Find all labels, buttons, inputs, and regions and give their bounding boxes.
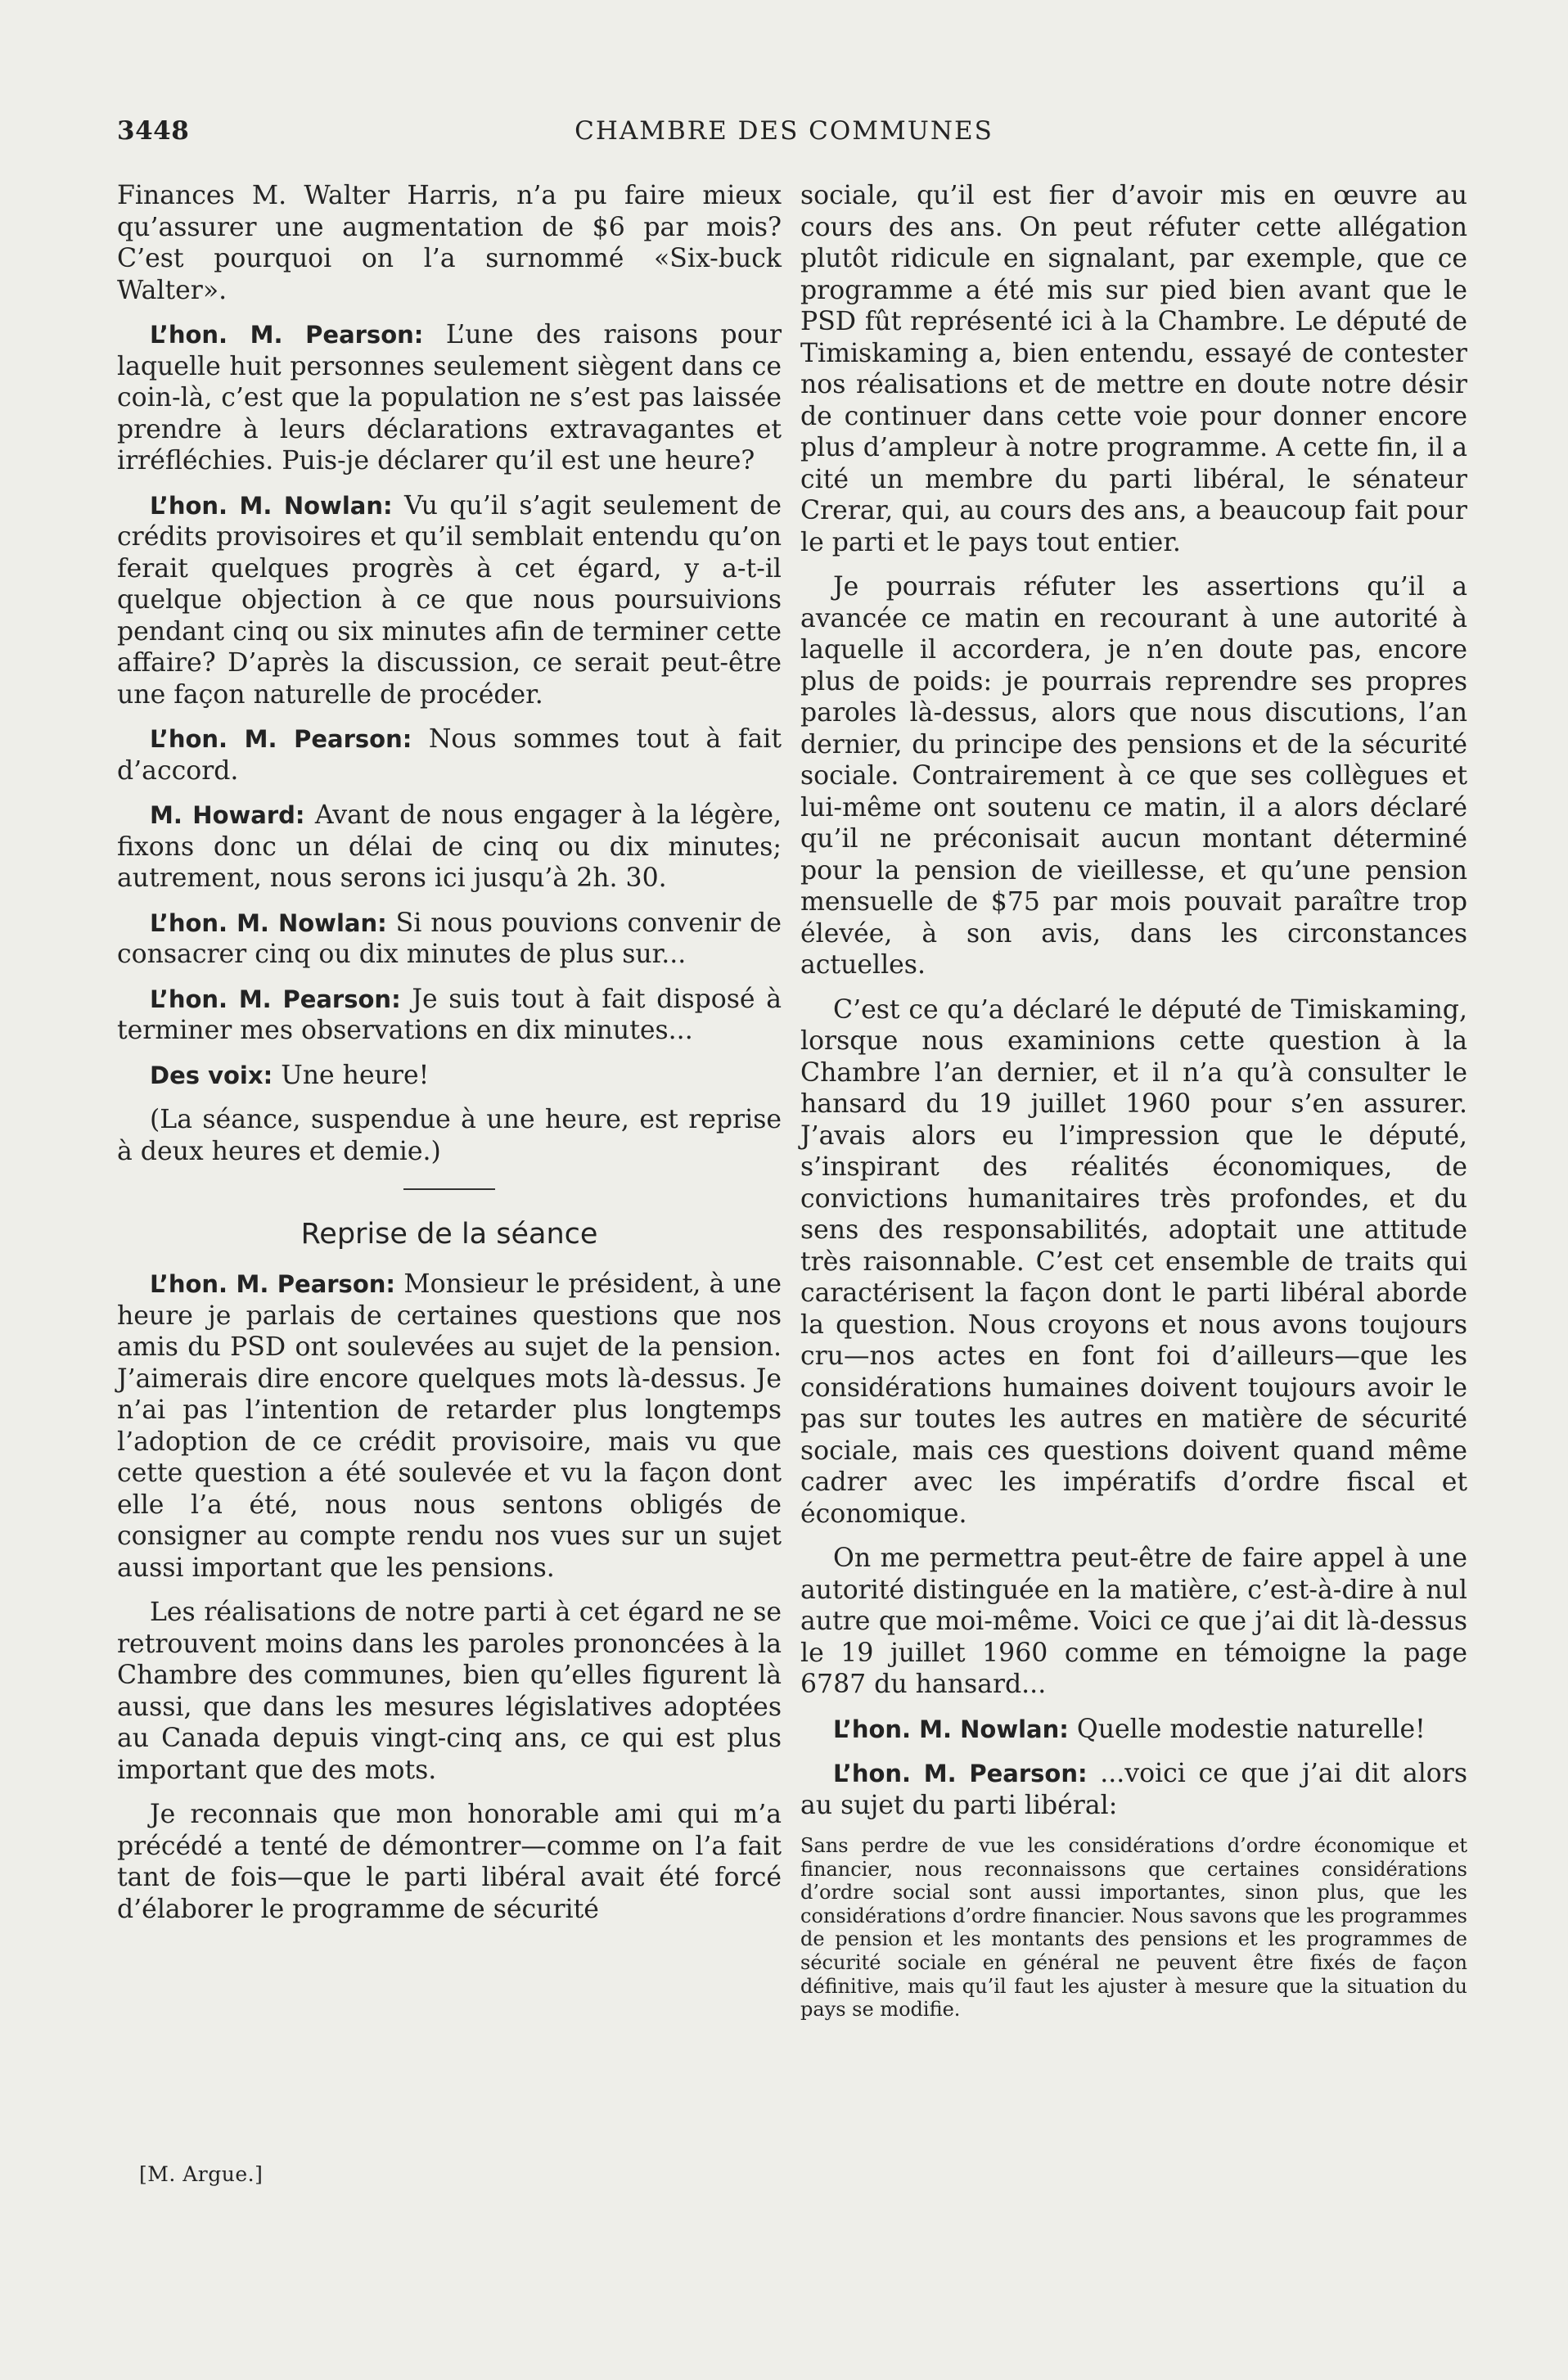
paragraph xyxy=(117,723,782,787)
speaker-name: L’hon. M. Pearson: xyxy=(150,985,401,1013)
speaker-name: Des voix: xyxy=(150,1061,273,1089)
paragraph xyxy=(800,994,1467,1530)
page-number: 3448 xyxy=(117,116,190,146)
paragraph xyxy=(117,180,782,306)
paragraph xyxy=(117,1060,782,1092)
speaker-name: M. Howard: xyxy=(150,801,305,829)
section-divider xyxy=(403,1188,495,1190)
paragraph xyxy=(800,180,1467,558)
paragraph xyxy=(117,1799,782,1925)
quoted-passage: Sans perdre de vue les considérations d’ordre économique et financier, nous reconnaissons que certaines considérations d’ordre social sont aussi importantes, sinon plus, que les considérations d’ordre financier. Nous savons que les programmes de pension et les montants des pensions et les programmes de sécurité sociale en général ne peuvent être fixés de façon définitive, mais qu’il faut les ajuster à mesure que la situation du pays se modifie. xyxy=(800,1834,1467,2022)
paragraph xyxy=(117,800,782,895)
speaker-name: L’hon. M. Nowlan: xyxy=(150,908,387,937)
paragraph-text: Avant de nous engager à la légère, fixons donc un délai de cinq ou dix minutes; autrement, nous serons ici jusqu’à 2h. 30. xyxy=(117,800,782,893)
paragraph-text: Les réalisations de notre parti à cet égard ne se retrouvent moins dans les paroles prononcées à la Chambre des communes, bien qu’elles figurent là aussi, que dans les mesures législatives adoptées au Canada depuis vingt-cinq ans, ce qui est plus important que des mots. xyxy=(117,1598,782,1785)
paragraph-text: C’est ce qu’a déclaré le député de Timiskaming, lorsque nous examinions cette question à la Chambre l’an dernier, et il n’a qu’à consulter le hansard du 19 juillet 1960 pour s’en assurer. J’avais alors eu l’impression que le député, s’inspirant des réalités économiques, de convictions humanitaires très profondes, et du sens des responsabilités, adoptait une attitude très raisonnable. C’est cet ensemble de traits qui caractérisent la façon dont le parti libéral aborde la question. Nous croyons et nous avons toujours cru—nos actes en font foi d’ailleurs—que les considérations humaines doivent toujours avoir le pas sur toutes les autres en matière de sécurité sociale, mais ces questions doivent quand même cadrer avec les impératifs d’ordre fiscal et économique. xyxy=(800,994,1467,1529)
paragraph xyxy=(117,490,782,711)
paragraph xyxy=(800,1714,1467,1746)
left-column xyxy=(117,180,782,1938)
paragraph-text: Une heure! xyxy=(281,1060,430,1090)
paragraph-text: Finances M. Walter Harris, n’a pu faire mieux qu’assurer une augmentation de $6 par mois? C’est pourquoi on l’a surnommé «Six-buck Walter». xyxy=(117,181,782,305)
paragraph-text: ...voici ce que j’ai dit alors au sujet du parti libéral: xyxy=(800,1759,1467,1820)
paragraph-text: L’une des raisons pour laquelle huit personnes seulement siègent dans ce coin-là, c’est que la population ne s’est pas laissée prendre à leurs déclarations extravagantes et irréfléchies. Puis-je déclarer qu’il est une heure? xyxy=(117,320,782,476)
paragraph-text: Je reconnais que mon honorable ami qui m’a précédé a tenté de démontrer—comme on l’a fait tant de fois—que le parti libéral avait été forcé d’élaborer le programme de sécurité xyxy=(117,1800,782,1924)
paragraph-text: sociale, qu’il est fier d’avoir mis en œuvre au cours des ans. On peut réfuter cette allégation plutôt ridicule en signalant, par exemple, que ce programme a été mis sur pied bien avant que le PSD fût représenté ici à la Chambre. Le député de Timiskaming a, bien entendu, essayé de contester nos réalisations et de mettre en doute notre désir de continuer dans cette voie pour donner encore plus d’ampleur à notre programme. A cette fin, il a cité un membre du parti libéral, le sénateur Crerar, qui, au cours des ans, a beaucoup fait pour le parti et le pays tout entier. xyxy=(800,181,1467,557)
paragraph xyxy=(117,908,782,971)
paragraph-text: Je suis tout à fait disposé à terminer mes observations en dix minutes... xyxy=(117,984,782,1045)
speaker-name: L’hon. M. Pearson: xyxy=(833,1760,1088,1787)
speaker-name: L’hon. M. Nowlan: xyxy=(150,491,393,520)
paragraph xyxy=(117,1269,782,1584)
paragraph-text: Monsieur le président, à une heure je parlais de certaines questions que nos amis du PSD ont soulevées au sujet de la pension. J’aimerais dire encore quelques mots là-dessus. Je n’ai pas l’intention de retarder plus longtemps l’adoption de ce crédit provisoire, mais vu que cette question a été soulevée et vu la façon dont elle l’a été, nous nous sentons obligés de consigner au compte rendu nos vues sur un sujet aussi important que les pensions. xyxy=(117,1269,782,1583)
paragraph-text: Si nous pouvions convenir de consacrer cinq ou dix minutes de plus sur... xyxy=(117,908,782,969)
page-header-title: CHAMBRE DES COMMUNES xyxy=(574,116,994,146)
right-column xyxy=(800,180,1467,2022)
paragraph xyxy=(800,1543,1467,1701)
paragraph xyxy=(800,1758,1467,1821)
paragraph-text: Quelle modestie naturelle! xyxy=(1076,1714,1426,1744)
paragraph xyxy=(800,571,1467,981)
footer-speaker-note: [M. Argue.] xyxy=(139,2162,264,2186)
speaker-name: L’hon. M. Pearson: xyxy=(150,1270,395,1298)
paragraph xyxy=(117,1597,782,1786)
paragraph xyxy=(117,319,782,477)
paragraph-text: Vu qu’il s’agit seulement de crédits provisoires et qu’il semblait entendu qu’on ferait quelques progrès à cet égard, y a-t-il quelque objection à ce que nous poursuivions pendant cinq ou six minutes afin de terminer cette affaire? D’après la discussion, ce serait peut-être une façon naturelle de procéder. xyxy=(117,490,782,710)
paragraph-text: (La séance, suspendue à une heure, est reprise à deux heures et demie.) xyxy=(117,1105,782,1166)
paragraph-text: Nous sommes tout à fait d’accord. xyxy=(117,724,782,786)
paragraph xyxy=(117,1104,782,1167)
section-heading: Reprise de la séance xyxy=(300,1218,598,1251)
paragraph xyxy=(117,984,782,1047)
speaker-name: L’hon. M. Pearson: xyxy=(150,725,412,753)
paragraph-text: Je pourrais réfuter les assertions qu’il a avancée ce matin en recourant à une autorité à laquelle il accordera, je n’en doute pas, encore plus de poids: je pourrais reprendre ses propres paroles là-dessus, alors que nous discutions, l’an dernier, du principe des pensions et de la sécurité sociale. Contrairement à ce que ses collègues et lui-même ont soutenu ce matin, il a alors déclaré qu’il ne préconisait aucun montant déterminé pour la pension de vieillesse, et qu’une pension mensuelle de $75 par mois pouvait paraître trop élevée, à son avis, dans les circonstances actuelles. xyxy=(800,572,1467,980)
speaker-name: L’hon. M. Pearson: xyxy=(150,321,424,349)
speaker-name: L’hon. M. Nowlan: xyxy=(833,1715,1069,1743)
paragraph-text: On me permettra peut-être de faire appel à une autorité distinguée en la matière, c’est-à-dire à nul autre que moi-même. Voici ce que j’ai dit là-dessus le 19 juillet 1960 comme en témoigne la page 6787 du hansard... xyxy=(800,1544,1467,1699)
